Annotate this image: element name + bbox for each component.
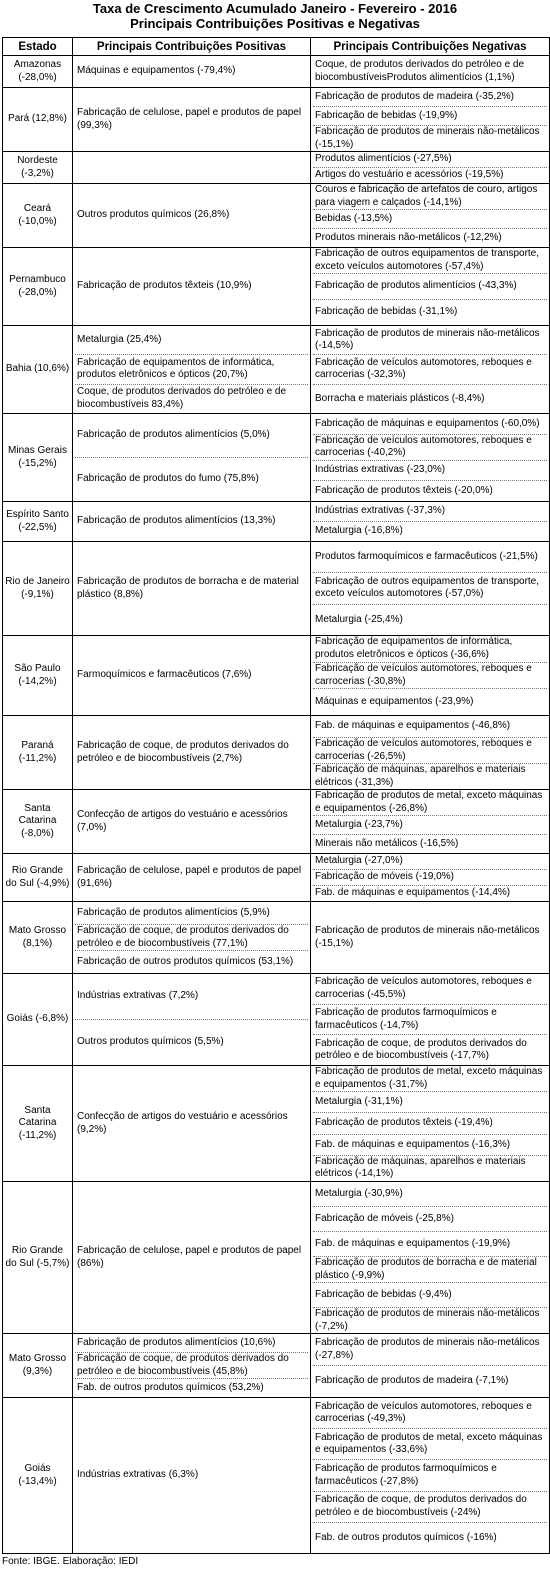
positive-contributions-cell [73, 1066, 311, 1182]
table-row [3, 502, 550, 542]
negative-contributions-cell [311, 1334, 550, 1398]
negative-item: Fabricação de produtos de madeira (-35,2%) [315, 90, 514, 102]
state-cell: Paraná (-11,2%) [3, 716, 73, 790]
negative-item: Fabricação de produtos de minerais não-metálicos (-15,1%) [313, 125, 547, 151]
positive-contributions-cell [73, 716, 311, 790]
positive-contributions-cell [73, 88, 311, 152]
positive-contributions-cell [73, 502, 311, 542]
negative-contributions-cell [311, 184, 550, 248]
state-cell: Mato Grosso (9,3%) [3, 1334, 73, 1398]
positive-item: Outros produtos químicos (5,5%) [75, 1019, 308, 1065]
negative-contributions-cell [311, 88, 550, 152]
negative-item: Fabricação de móveis (-25,8%) [313, 1206, 547, 1231]
positive-item: Fab. de outros produtos químicos (53,2%) [75, 1378, 308, 1397]
positive-item: Fabricação de produtos do fumo (75,8%) [75, 457, 308, 501]
source-note: Fonte: IBGE. Elaboração: IEDI [2, 1556, 139, 1567]
state-cell: Rio de Janeiro (-9,1%) [3, 542, 73, 636]
state-cell: Santa Catarina (-11,2%) [3, 1066, 73, 1182]
state-cell: Rio Grande do Sul (-4,9%) [3, 854, 73, 902]
positive-item: Fabricação de produtos alimentícios (13,3%) [77, 515, 276, 527]
negative-contributions-cell [311, 326, 550, 414]
negative-item: Fabricação de produtos de metal, exceto máquinas e equipamentos (-26,8%) [315, 790, 543, 814]
state-cell: Goiás (-6,8%) [3, 974, 73, 1066]
negative-item: Fabricação de produtos de madeira (-7,1%) [313, 1365, 547, 1397]
positive-contributions-cell [73, 1398, 311, 1554]
state-cell: Minas Gerais (-15,2%) [3, 414, 73, 502]
positive-item: Confecção de artigos do vestuário e acessórios (9,2%) [77, 1111, 288, 1135]
negative-contributions-cell [311, 1066, 550, 1182]
negative-item: Fabricação de veículos automotores, reboques e carrocerias (-40,2%) [313, 434, 547, 460]
positive-item: Fabricação de produtos têxteis (10,9%) [77, 280, 252, 292]
negative-item: Fabricação de produtos de borracha e de material plástico (-9,9%) [313, 1256, 547, 1282]
positive-item: Farmoquímicos e farmacêuticos (7,6%) [77, 669, 252, 681]
positive-item: Fabricação de celulose, papel e produtos de papel (91,6%) [77, 865, 302, 889]
state-cell: Santa Catarina (-8,0%) [3, 790, 73, 854]
negative-item: Fabricação de veículos automotores, reboques e carrocerias (-49,3%) [315, 1400, 532, 1425]
positive-contributions-cell [73, 1334, 311, 1398]
table-row [3, 152, 550, 184]
state-cell: Mato Grosso (8,1%) [3, 902, 73, 974]
positive-contributions-cell [73, 184, 311, 248]
positive-contributions-cell [73, 248, 311, 326]
table-row [3, 414, 550, 502]
negative-item: Fab. de máquinas e equipamentos (-46,8%) [315, 720, 511, 732]
negative-item: Fabricação de produtos de minerais não-metálicos (-14,5%) [315, 327, 540, 352]
positive-item: Indústrias extrativas (7,2%) [77, 990, 199, 1002]
positive-contributions-cell [73, 854, 311, 902]
negative-contributions-cell [311, 1398, 550, 1554]
negative-item: Fabricação de máquinas e equipamentos (-60,0%) [315, 417, 540, 429]
state-cell: Bahia (10,6%) [3, 326, 73, 414]
title-line-2: Principais Contribuições Positivas e Negativas [130, 16, 420, 31]
negative-contributions-cell [311, 502, 550, 542]
table-row [3, 854, 550, 902]
positive-item [75, 152, 308, 183]
negative-item: Indústrias extrativas (-37,3%) [315, 505, 446, 517]
positive-item: Fabricação de coque, de produtos derivados do petróleo e de biocombustíveis (77,1%) [75, 924, 308, 950]
negative-item: Fabricação de produtos têxteis (-20,0%) [313, 480, 547, 501]
table-row [3, 716, 550, 790]
table-row [3, 248, 550, 326]
negative-item: Metalurgia (-30,9%) [315, 1187, 403, 1199]
negative-item: Minerais não metálicos (-16,5%) [313, 834, 547, 853]
negative-item: Indústrias extrativas (-23,0%) [313, 460, 547, 481]
positive-item: Fabricação de outros produtos químicos (53,1%) [75, 950, 308, 973]
header-positivas: Principais Contribuições Positivas [73, 38, 311, 56]
table-row [3, 326, 550, 414]
negative-item: Metalurgia (-25,4%) [313, 604, 547, 635]
positive-item: Fabricação de produtos de borracha e de material plástico (8,8%) [77, 576, 299, 600]
negative-item: Fabricação de outros equipamentos de transporte, exceto veículos automotores (-57,0%) [313, 572, 547, 603]
negative-item: Fabricação de produtos de metal, exceto máquinas e equipamentos (-31,7%) [315, 1066, 543, 1090]
negative-item: Fabricação de produtos farmoquímicos e farmacêuticos (-27,8%) [313, 1459, 547, 1490]
positive-item: Fabricação de celulose, papel e produtos de papel (86%) [77, 1245, 302, 1269]
table-row [3, 1066, 550, 1182]
negative-item: Metalurgia (-31,1%) [313, 1091, 547, 1112]
negative-item: Fabricação de produtos farmoquímicos e farmacêuticos (-14,7%) [313, 1004, 547, 1035]
negative-contributions-cell [311, 716, 550, 790]
negative-item: Fabricação de bebidas (-31,1%) [313, 299, 547, 325]
negative-item: Produtos alimentícios (-27,5%) [315, 153, 452, 165]
table-row [3, 1182, 550, 1334]
negative-item: Fabricação de veículos automotores, reboques e carrocerias (-32,3%) [313, 354, 547, 383]
positive-contributions-cell [73, 636, 311, 716]
positive-contributions-cell [73, 902, 311, 974]
negative-item: Fab. de máquinas e equipamentos (-16,3%) [313, 1134, 547, 1155]
positive-contributions-cell [73, 56, 311, 88]
page-title [0, 0, 550, 31]
state-cell: Espírito Santo (-22,5%) [3, 502, 73, 542]
state-cell: Pernambuco (-28,0%) [3, 248, 73, 326]
positive-item: Coque, de produtos derivados do petróleo e de biocombustíveis 83,4%) [75, 384, 308, 413]
negative-item: Fabricação de produtos de minerais não-metálicos (-7,2%) [313, 1307, 547, 1333]
negative-item: Fabricação de máquinas, aparelhos e materiais elétricos (-14,1%) [313, 1155, 547, 1181]
state-cell: Pará (12,8%) [3, 88, 73, 152]
table-row [3, 88, 550, 152]
negative-item: Fabricação de equipamentos de informática, produtos eletrônicos e ópticos (-36,6%) [315, 636, 513, 660]
state-cell: Amazonas (-28,0%) [3, 56, 73, 88]
negative-contributions-cell [311, 152, 550, 184]
negative-item: Fab. de outros produtos químicos (-16%) [313, 1522, 547, 1553]
negative-contributions-cell [311, 790, 550, 854]
table-row [3, 902, 550, 974]
contributions-table [2, 37, 550, 1554]
title-line-1: Taxa de Crescimento Acumulado Janeiro - Fevereiro - 2016 [92, 1, 458, 16]
header-estado: Estado [3, 38, 73, 56]
negative-item: Metalurgia (-23,7%) [313, 815, 547, 834]
negative-item: Fabricação de produtos de minerais não-metálicos (-27,8%) [315, 1337, 540, 1361]
table-row [3, 184, 550, 248]
negative-contributions-cell [311, 56, 550, 88]
negative-item: Artigos do vestuário e acessórios (-19,5%) [313, 167, 547, 183]
positive-item: Fabricação de produtos alimentícios (5,9%) [77, 906, 270, 918]
negative-item: Metalurgia (-16,8%) [313, 521, 547, 541]
negative-item: Fabricação de coque, de produtos derivados do petróleo e de biocombustíveis (-24%) [313, 1491, 547, 1522]
positive-item: Fabricação de coque, de produtos derivados do petróleo e de biocombustíveis (2,7%) [77, 740, 289, 764]
negative-item: Fabricação de produtos de minerais não-metálicos (-15,1%) [315, 925, 540, 949]
negative-contributions-cell [311, 1182, 550, 1334]
negative-contributions-cell [311, 248, 550, 326]
positive-contributions-cell [73, 790, 311, 854]
positive-item: Fabricação de celulose, papel e produtos de papel (99,3%) [77, 107, 302, 131]
positive-item: Fabricação de produtos alimentícios (5,0%) [77, 429, 270, 441]
header-negativas: Principais Contribuições Negativas [311, 38, 550, 56]
negative-item: Fabricação de produtos de metal, exceto máquinas e equipamentos (-33,6%) [313, 1428, 547, 1459]
header-row [3, 38, 550, 56]
negative-item: Fabricação de veículos automotores, reboques e carrocerias (-30,8%) [313, 662, 547, 689]
negative-item: Metalurgia (-27,0%) [315, 855, 403, 867]
table-row [3, 1334, 550, 1398]
negative-item: Fabricação de móveis (-19,0%) [313, 869, 547, 885]
negative-item: Borracha e materiais plásticos (-8,4%) [313, 384, 547, 413]
positive-item: Fabricação de equipamentos de informática, produtos eletrônicos e ópticos (20,7%) [75, 354, 308, 383]
negative-contributions-cell [311, 542, 550, 636]
negative-item: Produtos minerais não-metálicos (-12,2%) [313, 228, 547, 247]
negative-item: Fabricação de bebidas (-19,9%) [313, 106, 547, 125]
negative-contributions-cell [311, 974, 550, 1066]
state-cell: Rio Grande do Sul (-5,7%) [3, 1182, 73, 1334]
table-row [3, 1398, 550, 1554]
negative-item: Fabricação de coque, de produtos derivados do petróleo e de biocombustíveis (-17,7%) [313, 1034, 547, 1065]
negative-item: Máquinas e equipamentos (-23,9%) [313, 688, 547, 715]
negative-item: Fabricação de veículos automotores, reboques e carrocerias (-45,5%) [315, 976, 532, 1000]
table-row [3, 974, 550, 1066]
negative-contributions-cell [311, 636, 550, 716]
positive-item: Metalurgia (25,4%) [77, 333, 162, 345]
positive-item: Confecção de artigos do vestuário e acessórios (7,0%) [77, 809, 288, 833]
positive-contributions-cell [73, 414, 311, 502]
state-cell: Goiás (-13,4%) [3, 1398, 73, 1554]
negative-item: Coque, de produtos derivados do petróleo e de biocombustíveisProdutos alimentícios (1,1%) [315, 59, 525, 83]
state-cell: Ceará (-10,0%) [3, 184, 73, 248]
negative-item: Bebidas (-13,5%) [313, 209, 547, 228]
negative-item: Fabricação de veículos automotores, reboques e carrocerias (-26,5%) [313, 737, 547, 763]
negative-item: Fab. de máquinas e equipamentos (-19,9%) [313, 1231, 547, 1256]
negative-contributions-cell [311, 414, 550, 502]
positive-contributions-cell [73, 1182, 311, 1334]
negative-item: Couros e fabricação de artefatos de couro, artigos para viagem e calçados (-14,1%) [315, 184, 538, 208]
positive-item: Outros produtos químicos (26,8%) [77, 209, 230, 221]
negative-item: Fabricação de outros equipamentos de transporte, exceto veículos automotores (-57,4%) [315, 248, 540, 272]
state-cell: São Paulo (-14,2%) [3, 636, 73, 716]
positive-item: Máquinas e equipamentos (-79,4%) [77, 65, 236, 77]
positive-item: Fabricação de produtos alimentícios (10,6%) [77, 1336, 276, 1348]
negative-item: Fabricação de produtos alimentícios (-43,3%) [313, 273, 547, 299]
table-row [3, 790, 550, 854]
negative-item: Fab. de máquinas e equipamentos (-14,4%) [313, 885, 547, 901]
table-row [3, 636, 550, 716]
state-cell: Nordeste (-3,2%) [3, 152, 73, 184]
positive-contributions-cell [73, 974, 311, 1066]
negative-item: Fabricação de bebidas (-9,4%) [313, 1282, 547, 1307]
negative-contributions-cell [311, 902, 550, 974]
negative-contributions-cell [311, 854, 550, 902]
positive-contributions-cell [73, 152, 311, 184]
positive-contributions-cell [73, 542, 311, 636]
positive-item: Indústrias extrativas (6,3%) [77, 1469, 199, 1481]
table-row [3, 542, 550, 636]
positive-item: Fabricação de coque, de produtos derivados do petróleo e de biocombustíveis (45,8%) [75, 1352, 308, 1378]
negative-item: Fabricação de máquinas, aparelhos e materiais elétricos (-31,3%) [313, 763, 547, 789]
positive-contributions-cell [73, 326, 311, 414]
negative-item: Produtos farmoquímicos e farmacêuticos (-21,5%) [315, 550, 538, 562]
table-row [3, 56, 550, 88]
negative-item: Fabricação de produtos têxteis (-19,4%) [313, 1112, 547, 1133]
